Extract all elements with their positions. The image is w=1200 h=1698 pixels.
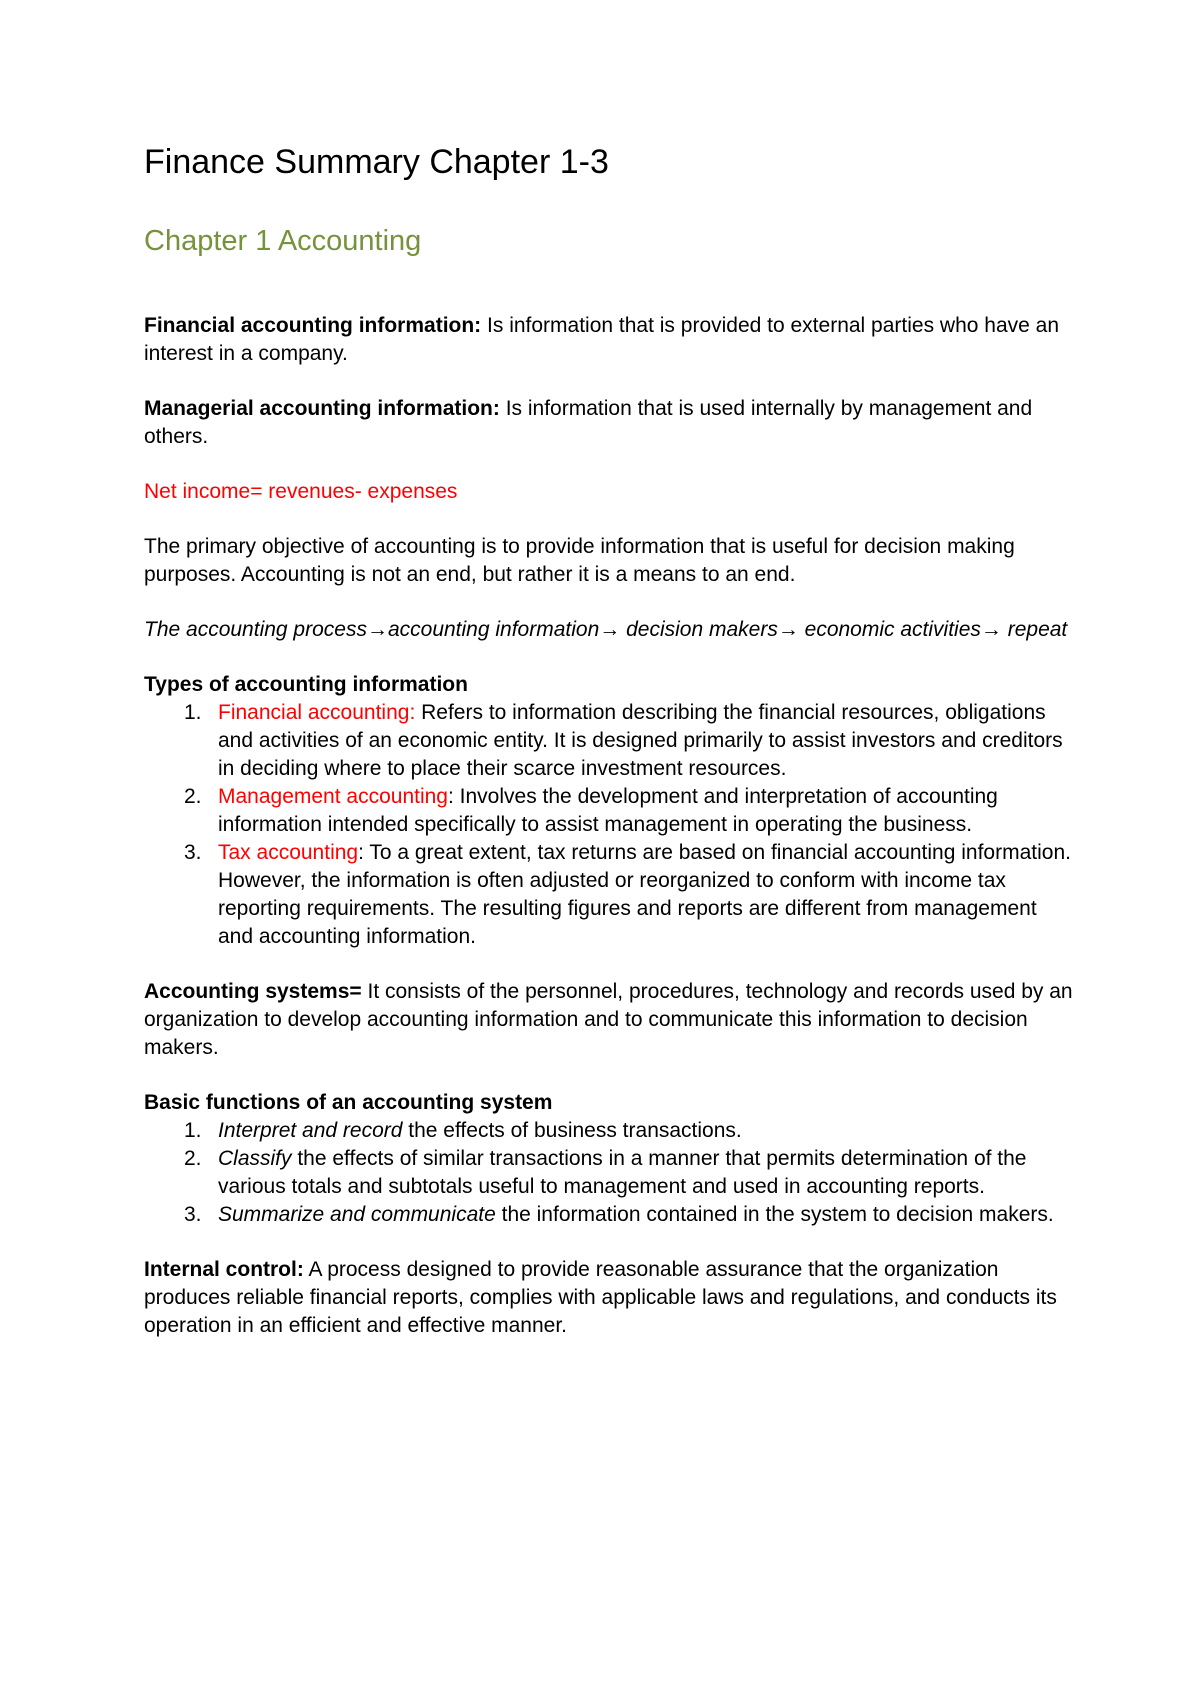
function-term: Interpret and record: [218, 1119, 403, 1142]
type-term: Tax accounting: [218, 841, 359, 864]
type-term: Financial accounting:: [218, 701, 416, 724]
type-term: Management accounting: [218, 785, 448, 808]
managerial-info-paragraph: [144, 395, 1074, 451]
functions-heading-text: Basic functions of an accounting system: [144, 1091, 553, 1114]
list-item: [144, 1117, 1074, 1145]
types-heading: [144, 671, 1074, 699]
type-text: Refers to information describing the financial resources, obligations and activities of an economic entity. It is designed primarily to assist investors and creditors in deciding where to place their scarce investment resources.: [218, 701, 1063, 780]
accounting-systems-text: It consists of the personnel, procedures, technology and records used by an organization to develop accounting information and to communicate this information to decision makers.: [144, 980, 1073, 1059]
primary-objective-paragraph: The primary objective of accounting is to provide information that is useful for decision making purposes. Accounting is not an end, but rather it is a means to an end.: [144, 535, 1015, 586]
function-term: Classify: [218, 1147, 292, 1170]
list-item: [144, 1201, 1074, 1229]
function-term: Summarize and communicate: [218, 1203, 496, 1226]
list-number: 3.: [184, 841, 202, 864]
internal-control-term: Internal control:: [144, 1258, 304, 1281]
list-item: [144, 1145, 1074, 1201]
managerial-info-term: Managerial accounting information:: [144, 397, 500, 420]
types-list: [144, 699, 1074, 951]
managerial-info-text: Is information that is used internally by management and others.: [144, 397, 1033, 448]
financial-info-term: Financial accounting information:: [144, 314, 482, 337]
function-text: the effects of business transactions.: [402, 1119, 742, 1142]
accounting-process-paragraph: [144, 616, 1074, 644]
function-text: the information contained in the system to decision makers.: [495, 1203, 1054, 1226]
list-number: 1.: [184, 1119, 202, 1142]
financial-info-paragraph: [144, 312, 1074, 368]
list-number: 1.: [184, 701, 202, 724]
document-title: Finance Summary Chapter 1-3: [144, 143, 609, 181]
accounting-systems-term: Accounting systems=: [144, 980, 362, 1003]
functions-list: [144, 1117, 1074, 1229]
list-number: 3.: [184, 1203, 202, 1226]
list-item: [144, 699, 1074, 783]
internal-control-text: A process designed to provide reasonable assurance that the organization produces reliable financial reports, complies with applicable laws and regulations, and conducts its operation in an efficient and effective manner.: [144, 1258, 1057, 1337]
internal-control-paragraph: [144, 1256, 1074, 1340]
accounting-systems-paragraph: [144, 978, 1074, 1062]
type-text: : Involves the development and interpretation of accounting information intended specifically to assist management in operating the business.: [218, 785, 998, 836]
list-item: [144, 783, 1074, 839]
list-item: [144, 839, 1074, 951]
list-number: 2.: [184, 1147, 202, 1170]
functions-heading: [144, 1089, 1074, 1117]
type-text: : To a great extent, tax returns are based on financial accounting information. However, the information is often adjusted or reorganized to conform with income tax reporting requirements. The resulting figures and reports are different from management and accounting information.: [218, 841, 1071, 948]
accounting-process-text: The accounting process→accounting information→ decision makers→ economic activities→ repeat: [144, 618, 1068, 641]
document-content: [144, 140, 1074, 1340]
financial-info-text: Is information that is provided to external parties who have an interest in a company.: [144, 314, 1060, 365]
list-number: 2.: [184, 785, 202, 808]
net-income-formula: Net income= revenues- expenses: [144, 480, 458, 503]
function-text: the effects of similar transactions in a manner that permits determination of the various totals and subtotals useful to management and used in accounting reports.: [218, 1147, 1027, 1198]
types-heading-text: Types of accounting information: [144, 673, 468, 696]
chapter-heading: Chapter 1 Accounting: [144, 225, 422, 257]
